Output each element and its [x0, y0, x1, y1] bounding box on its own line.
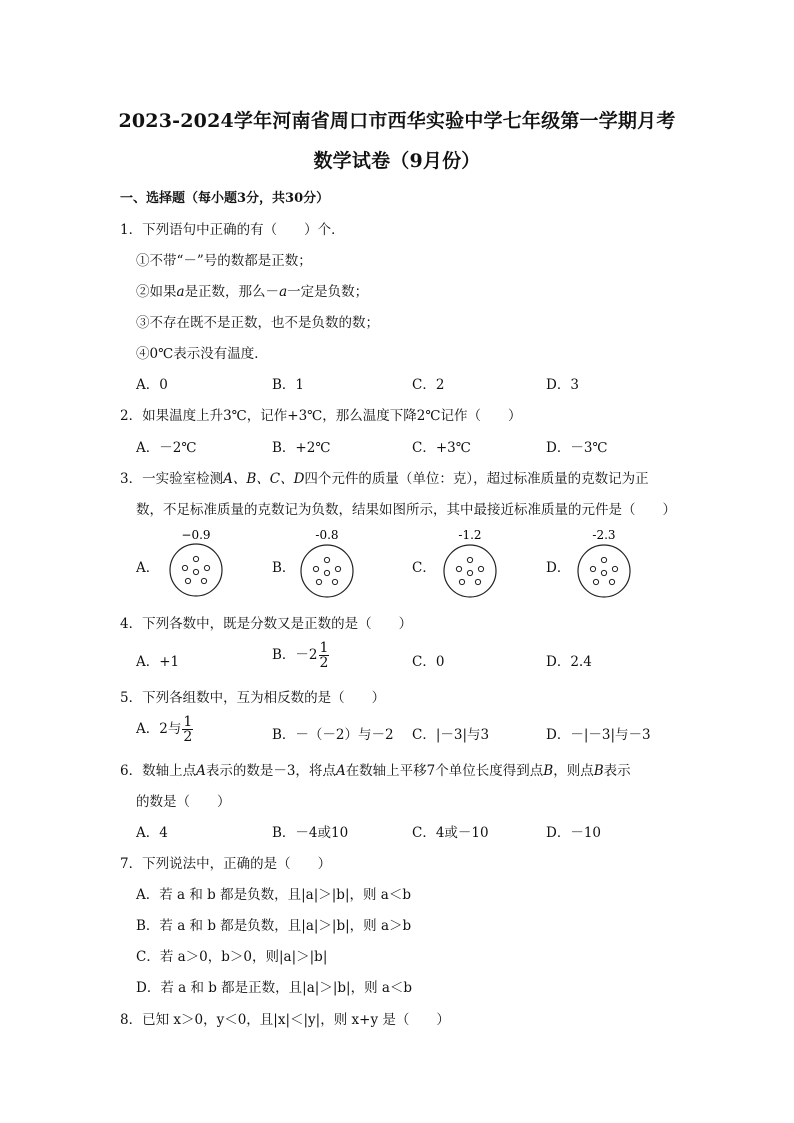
q7-stem: 7．下列说法中，正确的是（ ）	[120, 856, 332, 872]
q1-statement-1: ①不带“－”号的数都是正数；	[136, 253, 312, 269]
q3-label-d: -2.3	[592, 528, 616, 542]
q2-option-c: C．+3℃	[412, 440, 471, 456]
q2-option-b: B．+2℃	[272, 440, 331, 456]
q3-part-b	[295, 526, 359, 598]
q3-label-a: −0.9	[181, 528, 211, 542]
q1-option-a: A．0	[136, 377, 168, 393]
q3-label-c: -1.2	[458, 528, 482, 542]
q6-option-a: A．4	[136, 825, 168, 841]
q6-option-d: D．－10	[546, 825, 602, 841]
q5-option-b: B．－（－2）与－2	[272, 727, 394, 743]
q3-part-c	[438, 526, 502, 598]
q5-option-c: C．|－3|与3	[412, 727, 490, 743]
q3-stem-line-2: 数，不足标准质量的克数记为负数，结果如图所示，其中最接近标准质量的元件是（ ）	[136, 502, 676, 518]
q7-option-c: C．若 a＞0，b＞0，则|a|＞|b|	[136, 949, 328, 965]
q4-stem: 4．下列各数中，既是分数又是正数的是（ ）	[120, 616, 413, 632]
q6-option-b: B．－4或10	[272, 825, 349, 841]
q5-option-d: D．－|－3|与－3	[546, 727, 651, 743]
q8-stem: 8．已知 x＞0，y＜0，且|x|＜|y|，则 x+y 是（ ）	[120, 1012, 450, 1028]
q4-option-b: B．－2 $\frac{1}{2}$	[272, 640, 329, 671]
q1-option-c: C．2	[412, 377, 445, 393]
title-line-2: 数学试卷（9月份）	[313, 150, 481, 172]
q5-stem: 5．下列各组数中，互为相反数的是（ ）	[120, 690, 386, 706]
q3-stem-line-1: 3．一实验室检测A、B、C、D四个元件的质量（单位：克），超过标准质量的克数记为正	[120, 471, 649, 487]
q1-statement-3: ③不存在既不是正数，也不是负数的数；	[136, 315, 379, 331]
q4-option-d: D．2.4	[546, 654, 592, 670]
q4-option-a: A．+1	[136, 654, 180, 670]
section-heading: 一、选择题（每小题3分，共30分）	[120, 191, 330, 206]
q6-stem-line-2: 的数是（ ）	[136, 794, 231, 810]
q7-option-a: A．若 a 和 b 都是负数，且|a|＞|b|，则 a＜b	[136, 887, 411, 903]
q1-option-b: B．1	[272, 377, 305, 393]
q7-option-b: B．若 a 和 b 都是负数，且|a|＞|b|，则 a＞b	[136, 918, 412, 934]
q1-stem: 1．下列语句中正确的有（ ）个．	[120, 222, 345, 238]
q5-option-a: A．2与 $\frac{1}{2}$	[136, 714, 193, 745]
q1-option-d: D．3	[546, 377, 579, 393]
q3-option-c: C．	[412, 560, 436, 576]
q1-statement-4: ④0℃表示没有温度．	[136, 346, 268, 362]
q6-option-c: C．4或－10	[412, 825, 489, 841]
q6-stem-line-1: 6．数轴上点A表示的数是－3，将点A在数轴上平移7个单位长度得到点B，则点B表示	[120, 763, 631, 779]
q3-option-b: B．	[272, 560, 296, 576]
q3-part-d	[572, 526, 636, 598]
title-line-1: 2023-2024学年河南省周口市西华实验中学七年级第一学期月考	[118, 110, 676, 132]
q1-statement-2: ②如果a是正数，那么－a一定是负数；	[136, 284, 369, 300]
q2-option-a: A．－2℃	[136, 440, 197, 456]
q3-label-b: -0.8	[315, 528, 339, 542]
q4-option-c: C．0	[412, 654, 445, 670]
q7-option-d: D．若 a 和 b 都是正数，且|a|＞|b|，则 a＜b	[136, 980, 413, 996]
q2-stem: 2．如果温度上升3℃，记作+3℃，那么温度下降2℃记作（ ）	[120, 408, 522, 424]
q3-option-a: A．	[136, 560, 160, 576]
q3-part-a	[164, 526, 228, 598]
q3-option-d: D．	[546, 560, 571, 576]
q2-option-d: D．－3℃	[546, 440, 608, 456]
